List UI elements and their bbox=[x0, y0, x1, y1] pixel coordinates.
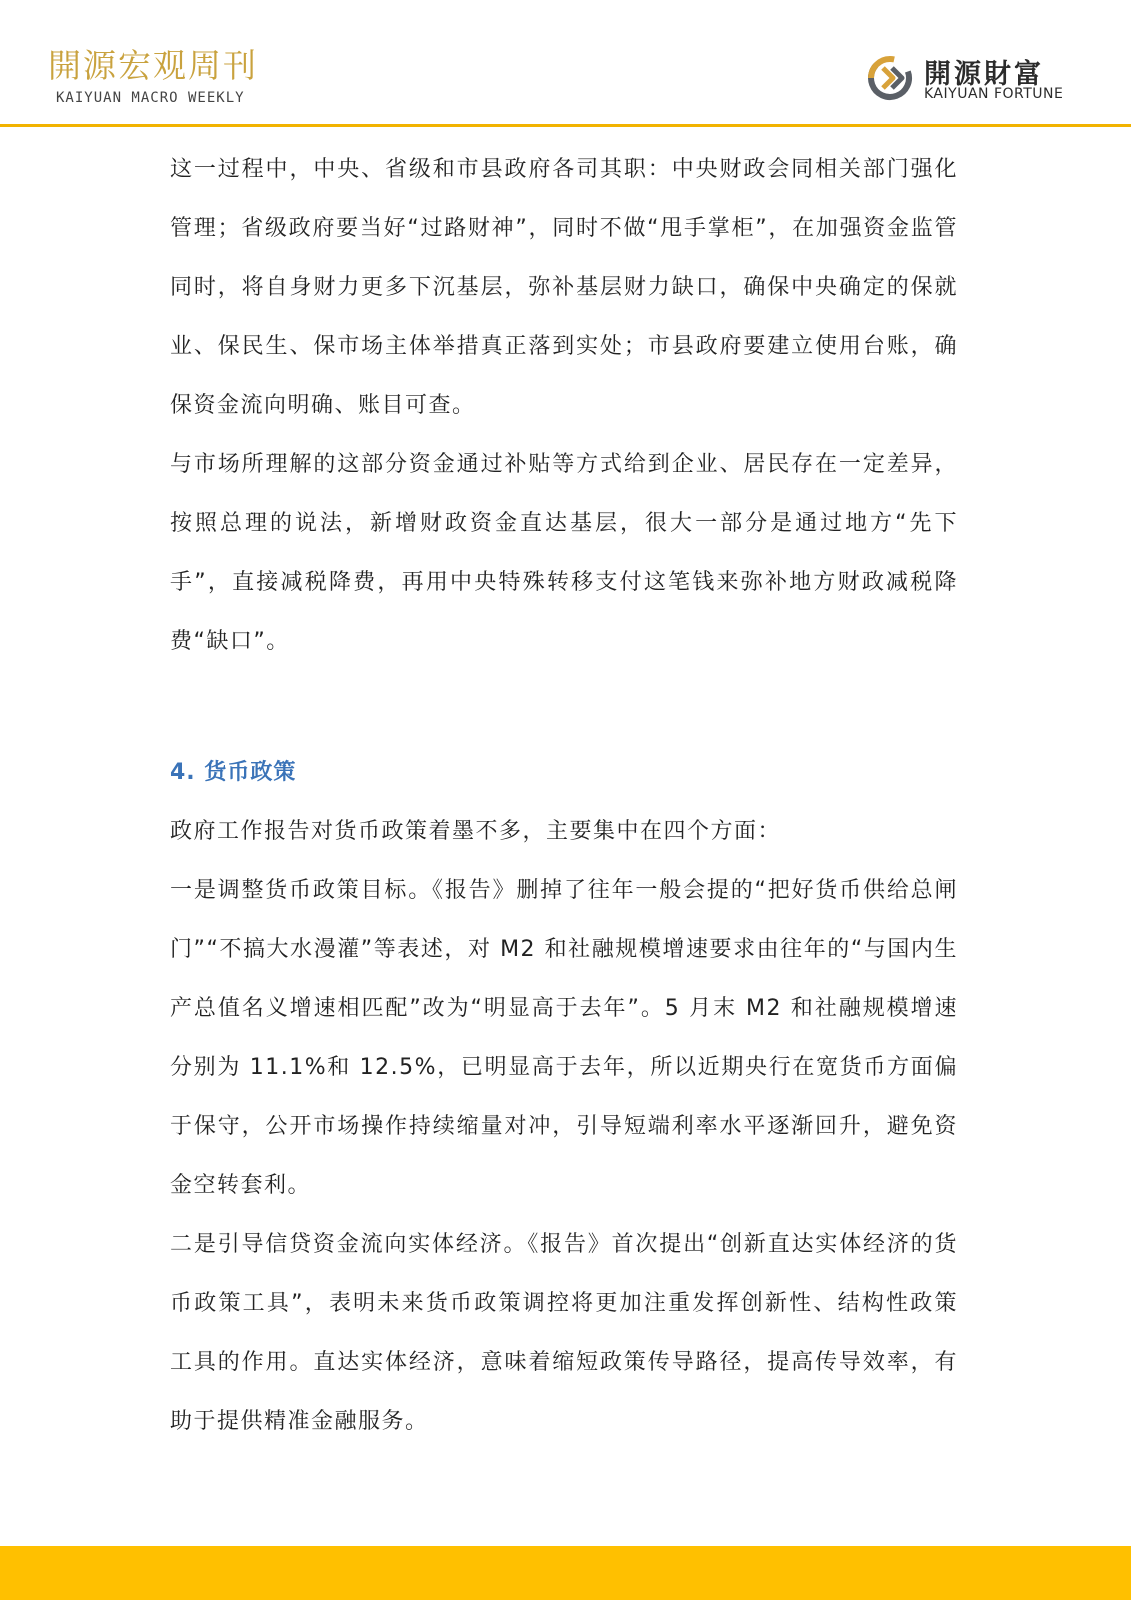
kaiyuan-logo-icon bbox=[866, 54, 914, 102]
paragraph: 这一过程中，中央、省级和市县政府各司其职：中央财政会同相关部门强化管理；省级政府要当好“过路财神”，同时不做“甩手掌柜”，在加强资金监管同时，将自身财力更多下沉基层，弥补基层财力缺口，确保中央确定的保就业、保民生、保市场主体举措真正落到实处；市县政府要建立使用台账，确保资金流向明确、账目可查。 bbox=[170, 157, 958, 418]
footer-bar bbox=[0, 1546, 1131, 1600]
document-body bbox=[170, 140, 958, 1451]
publication-subtitle: KAIYUAN MACRO WEEKLY bbox=[56, 90, 245, 106]
publication-title: 開源宏观周刊 bbox=[48, 46, 258, 85]
paragraph: 与市场所理解的这部分资金通过补贴等方式给到企业、居民存在一定差异，按照总理的说法，新增财政资金直达基层，很大一部分是通过地方“先下手”，直接减税降费，再用中央特殊转移支付这笔钱来弥补地方财政减税降费“缺口”。 bbox=[170, 452, 958, 654]
company-logo bbox=[866, 52, 1081, 112]
logo-text-cn: 開源財富 bbox=[924, 59, 1044, 90]
header-divider bbox=[0, 124, 1131, 127]
paragraph: 政府工作报告对货币政策着墨不多，主要集中在四个方面： bbox=[170, 819, 782, 844]
logo-text-en: KAIYUAN FORTUNE bbox=[924, 86, 1064, 102]
paragraph: 一是调整货币政策目标。《报告》删掉了往年一般会提的“把好货币供给总闸门”“不搞大水漫灌”等表述，对 M2 和社融规模增速要求由往年的“与国内生产总值名义增速相匹配”改为“明显高于去年”。5 月末 M2 和社融规模增速分别为 11.1%和 12.5%，已明显高于去年，所以近期央行在宽货币方面偏于保守，公开市场操作持续缩量对冲，引导短端利率水平逐渐回升，避免资金空转套利。 bbox=[170, 878, 958, 1198]
page-header bbox=[0, 0, 1131, 128]
paragraph: 二是引导信贷资金流向实体经济。《报告》首次提出“创新直达实体经济的货币政策工具”，表明未来货币政策调控将更加注重发挥创新性、结构性政策工具的作用。直达实体经济，意味着缩短政策传导路径，提高传导效率，有助于提供精准金融服务。 bbox=[170, 1232, 958, 1434]
section-heading: 4. 货币政策 bbox=[170, 760, 297, 785]
